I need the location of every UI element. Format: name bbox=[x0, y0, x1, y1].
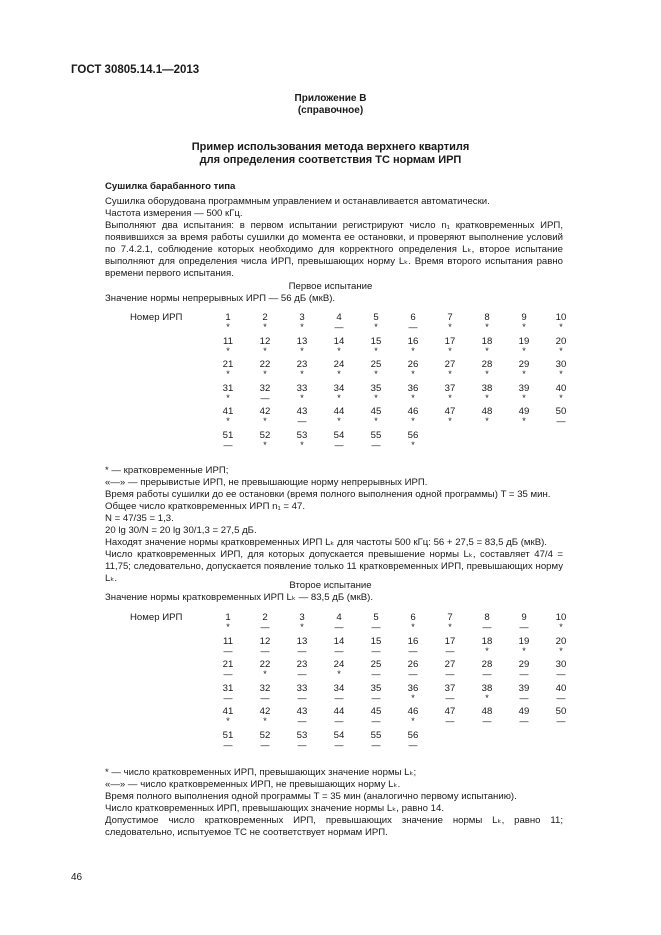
irp-number: 55 bbox=[370, 429, 382, 441]
test1-row-label: Номер ИРП bbox=[130, 312, 183, 323]
irp-number: 10 bbox=[555, 312, 567, 323]
irp-number: 18 bbox=[481, 335, 493, 347]
irp-mark: * bbox=[522, 345, 526, 356]
irp-mark: * bbox=[300, 622, 304, 632]
irp-number: 26 bbox=[407, 359, 419, 370]
irp-number: 52 bbox=[259, 729, 271, 741]
irp-mark: — bbox=[556, 716, 566, 726]
irp-number: 30 bbox=[555, 359, 567, 370]
irp-mark: * bbox=[226, 392, 230, 403]
irp-number: 21 bbox=[222, 359, 234, 370]
irp-number: 2 bbox=[262, 312, 268, 323]
irp-mark: * bbox=[263, 322, 267, 332]
intro-block bbox=[105, 196, 563, 280]
irp-number: 39 bbox=[518, 682, 530, 694]
irp-number: 42 bbox=[259, 706, 271, 717]
irp-number: 29 bbox=[518, 359, 530, 370]
irp-number: 48 bbox=[481, 706, 493, 717]
irp-mark: * bbox=[522, 369, 526, 379]
irp-mark: — bbox=[482, 669, 492, 679]
irp-mark: — bbox=[371, 739, 381, 750]
irp-number: 27 bbox=[444, 359, 456, 370]
irp-mark: * bbox=[485, 369, 489, 379]
section-title: Сушилка барабанного типа bbox=[105, 181, 236, 192]
irp-number: 32 bbox=[259, 682, 271, 694]
test2-norm: Значение нормы кратковременных ИРП Lₖ — 83,5 дБ (мкВ). bbox=[105, 592, 374, 603]
irp-mark: — bbox=[445, 669, 455, 679]
irp-mark: — bbox=[408, 322, 418, 332]
irp-mark: * bbox=[485, 692, 489, 703]
irp-mark: — bbox=[371, 439, 381, 450]
irp-mark: — bbox=[334, 716, 344, 726]
irp-mark: — bbox=[223, 739, 233, 750]
irp-mark: * bbox=[559, 392, 563, 403]
irp-mark: * bbox=[485, 645, 489, 656]
irp-number: 36 bbox=[407, 382, 419, 394]
irp-number: 1 bbox=[225, 612, 231, 623]
irp-number: 3 bbox=[299, 312, 305, 323]
irp-number: 25 bbox=[370, 659, 382, 670]
document-header: ГОСТ 30805.14.1—2013 bbox=[71, 64, 200, 76]
irp-number: 47 bbox=[444, 406, 456, 417]
irp-mark: — bbox=[334, 439, 344, 450]
irp-number: 16 bbox=[407, 635, 419, 647]
note-line: Время работы сушилки до ее остановки (время полного выполнения одной программы) T = 35 мин. bbox=[105, 489, 551, 500]
note-line: Время полного выполнения одной программы T = 35 мин (аналогично первому испытанию). bbox=[105, 791, 517, 802]
irp-number: 35 bbox=[370, 382, 382, 394]
irp-mark: * bbox=[374, 322, 378, 332]
irp-mark: * bbox=[263, 669, 267, 679]
irp-mark: * bbox=[448, 416, 452, 426]
irp-number: 6 bbox=[410, 312, 416, 323]
test1-title: Первое испытание bbox=[288, 281, 373, 292]
irp-mark: * bbox=[559, 369, 563, 379]
intro-line: Выполняют два испытания: в первом испытании регистрируют число n₁ кратковременных ИРП, появившихся за время работы сушилки до момента ее остановки, и проверяют выполнение условий по 7.4.2.1, соблюдение которых необходимо для корректного определения Lₖ, второе испытание выполняют для определения числа ИРП, превышающих норму Lₖ. Время второго испытания равно времени первого испытания. bbox=[105, 220, 563, 279]
irp-number: 8 bbox=[484, 312, 490, 323]
irp-mark: — bbox=[519, 692, 529, 703]
irp-number: 37 bbox=[444, 682, 456, 694]
irp-number: 46 bbox=[407, 406, 419, 417]
irp-mark: — bbox=[297, 416, 307, 426]
test2-notes bbox=[105, 767, 563, 839]
irp-number: 9 bbox=[521, 312, 527, 323]
irp-number: 21 bbox=[222, 659, 234, 670]
heading-line2: для определения соответствия ТС нормам ИРП bbox=[199, 154, 462, 166]
irp-number: 5 bbox=[373, 612, 379, 623]
irp-number: 50 bbox=[555, 706, 567, 717]
irp-mark: * bbox=[300, 322, 304, 332]
irp-mark: * bbox=[485, 392, 489, 403]
irp-mark: * bbox=[485, 345, 489, 356]
test2-row-label: Номер ИРП bbox=[130, 612, 183, 623]
irp-number: 6 bbox=[410, 612, 416, 623]
irp-mark: * bbox=[300, 345, 304, 356]
irp-mark: — bbox=[408, 645, 418, 656]
irp-mark: * bbox=[522, 322, 526, 332]
irp-number: 49 bbox=[518, 406, 530, 417]
irp-number: 25 bbox=[370, 359, 382, 370]
irp-number: 8 bbox=[484, 612, 490, 623]
irp-mark: * bbox=[411, 622, 415, 632]
irp-mark: — bbox=[519, 622, 529, 632]
irp-number: 51 bbox=[222, 429, 234, 441]
irp-number: 4 bbox=[336, 612, 342, 623]
irp-number: 19 bbox=[518, 335, 530, 347]
irp-number: 46 bbox=[407, 706, 419, 717]
irp-number: 16 bbox=[407, 335, 419, 347]
irp-number: 45 bbox=[370, 706, 382, 717]
irp-mark: — bbox=[297, 645, 307, 656]
irp-number: 54 bbox=[333, 429, 345, 441]
irp-number: 15 bbox=[370, 335, 382, 347]
irp-number: 53 bbox=[296, 429, 308, 441]
irp-number: 30 bbox=[555, 659, 567, 670]
irp-mark: * bbox=[226, 369, 230, 379]
irp-mark: — bbox=[371, 669, 381, 679]
note-line: Общее число кратковременных ИРП n₁ = 47. bbox=[105, 501, 305, 512]
test1-notes bbox=[105, 465, 563, 585]
note-line: N = 47/35 = 1,3. bbox=[105, 513, 174, 524]
irp-number: 31 bbox=[222, 682, 234, 694]
irp-number: 17 bbox=[444, 335, 456, 347]
irp-number: 44 bbox=[333, 406, 345, 417]
intro-line: Сушилка оборудована программным управлением и останавливается автоматически. bbox=[105, 196, 490, 207]
irp-mark: * bbox=[337, 669, 341, 679]
irp-mark: — bbox=[223, 439, 233, 450]
irp-number: 41 bbox=[222, 406, 234, 417]
irp-mark: — bbox=[556, 416, 566, 426]
note-line: * — кратковременные ИРП; bbox=[105, 465, 229, 476]
irp-mark: — bbox=[334, 739, 344, 750]
note-line: Допустимое число кратковременных ИРП, превышающих значение нормы Lₖ, равно 11; следовательно, испытуемое ТС не соответствует нормам ИРП. bbox=[105, 815, 563, 838]
irp-mark: — bbox=[519, 669, 529, 679]
irp-number: 47 bbox=[444, 706, 456, 717]
irp-mark: * bbox=[448, 345, 452, 356]
irp-number: 14 bbox=[333, 335, 345, 347]
irp-mark: — bbox=[223, 669, 233, 679]
irp-number: 5 bbox=[373, 312, 379, 323]
irp-mark: * bbox=[448, 392, 452, 403]
irp-mark: * bbox=[263, 439, 267, 450]
irp-mark: * bbox=[226, 345, 230, 356]
irp-number: 22 bbox=[259, 659, 271, 670]
irp-mark: * bbox=[226, 622, 230, 632]
irp-mark: — bbox=[334, 322, 344, 332]
irp-mark: * bbox=[559, 622, 563, 632]
note-line: 20 lg 30/N = 20 lg 30/1,3 = 27,5 дБ. bbox=[105, 525, 257, 536]
irp-number: 7 bbox=[447, 312, 453, 323]
irp-mark: — bbox=[482, 716, 492, 726]
note-line: «—» — число кратковременных ИРП, не превышающих норму Lₖ. bbox=[105, 779, 401, 790]
irp-mark: * bbox=[522, 392, 526, 403]
irp-number: 50 bbox=[555, 406, 567, 417]
irp-mark: * bbox=[300, 439, 304, 450]
irp-mark: — bbox=[371, 645, 381, 656]
irp-mark: * bbox=[411, 392, 415, 403]
irp-number: 51 bbox=[222, 729, 234, 741]
irp-mark: — bbox=[371, 692, 381, 703]
irp-number: 2 bbox=[262, 612, 268, 623]
irp-number: 40 bbox=[555, 682, 567, 694]
irp-mark: * bbox=[559, 345, 563, 356]
irp-number: 3 bbox=[299, 612, 305, 623]
irp-number: 4 bbox=[336, 312, 342, 323]
irp-mark: — bbox=[297, 692, 307, 703]
irp-mark: — bbox=[260, 739, 270, 750]
irp-mark: * bbox=[411, 716, 415, 726]
irp-mark: * bbox=[559, 645, 563, 656]
irp-mark: — bbox=[297, 669, 307, 679]
irp-number: 54 bbox=[333, 729, 345, 741]
irp-mark: * bbox=[300, 369, 304, 379]
irp-mark: — bbox=[260, 692, 270, 703]
irp-number: 34 bbox=[333, 382, 345, 394]
test1-grid bbox=[0, 312, 661, 462]
irp-number: 36 bbox=[407, 682, 419, 694]
irp-mark: — bbox=[260, 645, 270, 656]
irp-number: 28 bbox=[481, 359, 493, 370]
irp-mark: * bbox=[263, 716, 267, 726]
note-line: Число кратковременных ИРП, превышающих значение нормы Lₖ, равно 14. bbox=[105, 803, 445, 814]
irp-number: 23 bbox=[296, 659, 308, 670]
irp-number: 13 bbox=[296, 335, 308, 347]
irp-number: 17 bbox=[444, 635, 456, 647]
irp-number: 11 bbox=[223, 335, 233, 347]
irp-mark: * bbox=[411, 439, 415, 450]
irp-number: 23 bbox=[296, 359, 308, 370]
irp-mark: — bbox=[445, 716, 455, 726]
irp-mark: — bbox=[297, 716, 307, 726]
irp-number: 43 bbox=[296, 406, 308, 417]
note-line: Число кратковременных ИРП, для которых допускается превышение нормы Lₖ, составляет 47/4 = 11,75; следовательно, допускается появление только 11 кратковременных ИРП, превышающих норму Lₖ. bbox=[105, 549, 563, 584]
irp-mark: * bbox=[374, 392, 378, 403]
irp-number: 26 bbox=[407, 659, 419, 670]
irp-number: 52 bbox=[259, 429, 271, 441]
irp-mark: — bbox=[482, 622, 492, 632]
irp-mark: * bbox=[226, 716, 230, 726]
irp-number: 44 bbox=[333, 706, 345, 717]
irp-number: 53 bbox=[296, 729, 308, 741]
irp-number: 14 bbox=[333, 635, 345, 647]
irp-mark: * bbox=[337, 416, 341, 426]
irp-number: 37 bbox=[444, 382, 456, 394]
irp-number: 48 bbox=[481, 406, 493, 417]
irp-mark: * bbox=[411, 416, 415, 426]
irp-mark: — bbox=[445, 692, 455, 703]
irp-mark: * bbox=[559, 322, 563, 332]
note-line: «—» — прерывистые ИРП, не превышающие норму непрерывных ИРП. bbox=[105, 477, 428, 488]
test2-title: Второе испытание bbox=[289, 580, 372, 591]
irp-number: 7 bbox=[447, 612, 453, 623]
irp-mark: * bbox=[522, 416, 526, 426]
irp-number: 49 bbox=[518, 706, 530, 717]
irp-number: 33 bbox=[296, 382, 308, 394]
irp-mark: — bbox=[223, 692, 233, 703]
irp-number: 56 bbox=[407, 729, 419, 741]
irp-mark: * bbox=[374, 345, 378, 356]
irp-number: 55 bbox=[370, 729, 382, 741]
irp-number: 9 bbox=[521, 612, 527, 623]
irp-mark: * bbox=[374, 416, 378, 426]
irp-number: 10 bbox=[555, 612, 567, 623]
irp-number: 39 bbox=[518, 382, 530, 394]
heading-line1: Пример использования метода верхнего квартиля bbox=[191, 141, 470, 153]
irp-mark: * bbox=[263, 416, 267, 426]
appendix-subtitle: (справочное) bbox=[297, 105, 364, 116]
irp-number: 41 bbox=[222, 706, 234, 717]
irp-number: 24 bbox=[333, 659, 345, 670]
irp-mark: * bbox=[337, 369, 341, 379]
irp-mark: * bbox=[263, 345, 267, 356]
irp-mark: * bbox=[411, 692, 415, 703]
irp-mark: * bbox=[263, 369, 267, 379]
irp-mark: * bbox=[374, 369, 378, 379]
irp-number: 12 bbox=[259, 635, 271, 647]
irp-mark: — bbox=[519, 716, 529, 726]
irp-number: 56 bbox=[407, 429, 419, 441]
irp-mark: — bbox=[371, 716, 381, 726]
irp-number: 40 bbox=[555, 382, 567, 394]
test1-norm: Значение нормы непрерывных ИРП — 56 дБ (мкВ). bbox=[105, 293, 336, 304]
irp-number: 32 bbox=[259, 382, 271, 394]
irp-number: 29 bbox=[518, 659, 530, 670]
irp-mark: — bbox=[371, 622, 381, 632]
irp-number: 18 bbox=[481, 635, 493, 647]
irp-number: 43 bbox=[296, 706, 308, 717]
page-number: 46 bbox=[71, 872, 83, 883]
irp-number: 33 bbox=[296, 682, 308, 694]
irp-mark: — bbox=[408, 669, 418, 679]
irp-number: 27 bbox=[444, 659, 456, 670]
irp-mark: * bbox=[337, 392, 341, 403]
irp-mark: * bbox=[337, 345, 341, 356]
irp-mark: * bbox=[448, 369, 452, 379]
irp-mark: — bbox=[334, 645, 344, 656]
irp-mark: — bbox=[260, 622, 270, 632]
irp-mark: * bbox=[411, 345, 415, 356]
irp-number: 42 bbox=[259, 406, 271, 417]
irp-mark: * bbox=[300, 392, 304, 403]
irp-mark: — bbox=[408, 739, 418, 750]
irp-mark: * bbox=[448, 622, 452, 632]
irp-number: 45 bbox=[370, 406, 382, 417]
irp-number: 20 bbox=[555, 335, 567, 347]
irp-number: 13 bbox=[296, 635, 308, 647]
irp-mark: — bbox=[223, 645, 233, 656]
irp-number: 11 bbox=[223, 635, 233, 647]
irp-mark: — bbox=[334, 692, 344, 703]
appendix-title: Приложение В bbox=[294, 93, 367, 104]
irp-number: 15 bbox=[370, 635, 382, 647]
irp-number: 19 bbox=[518, 635, 530, 647]
irp-mark: * bbox=[485, 322, 489, 332]
irp-mark: * bbox=[411, 369, 415, 379]
irp-number: 38 bbox=[481, 682, 493, 694]
irp-mark: — bbox=[556, 669, 566, 679]
irp-mark: * bbox=[485, 416, 489, 426]
intro-line: Частота измерения — 500 кГц. bbox=[105, 208, 243, 219]
irp-mark: * bbox=[448, 322, 452, 332]
irp-mark: — bbox=[297, 739, 307, 750]
irp-mark: * bbox=[226, 322, 230, 332]
irp-number: 38 bbox=[481, 382, 493, 394]
irp-number: 28 bbox=[481, 659, 493, 670]
irp-mark: — bbox=[260, 392, 270, 403]
irp-mark: * bbox=[522, 645, 526, 656]
test2-grid bbox=[0, 612, 661, 762]
note-line: * — число кратковременных ИРП, превышающих значение нормы Lₖ; bbox=[105, 767, 417, 778]
irp-mark: — bbox=[445, 645, 455, 656]
note-line: Находят значение нормы кратковременных ИРП Lₖ для частоты 500 кГц: 56 + 27,5 = 83,5 дБ (мкВ). bbox=[105, 537, 547, 548]
irp-number: 24 bbox=[333, 359, 345, 370]
irp-number: 20 bbox=[555, 635, 567, 647]
irp-mark: * bbox=[226, 416, 230, 426]
irp-number: 34 bbox=[333, 682, 345, 694]
irp-number: 12 bbox=[259, 335, 271, 347]
irp-number: 31 bbox=[222, 382, 234, 394]
irp-number: 1 bbox=[225, 312, 231, 323]
irp-number: 22 bbox=[259, 359, 271, 370]
irp-number: 35 bbox=[370, 682, 382, 694]
irp-mark: — bbox=[556, 692, 566, 703]
irp-mark: — bbox=[334, 622, 344, 632]
